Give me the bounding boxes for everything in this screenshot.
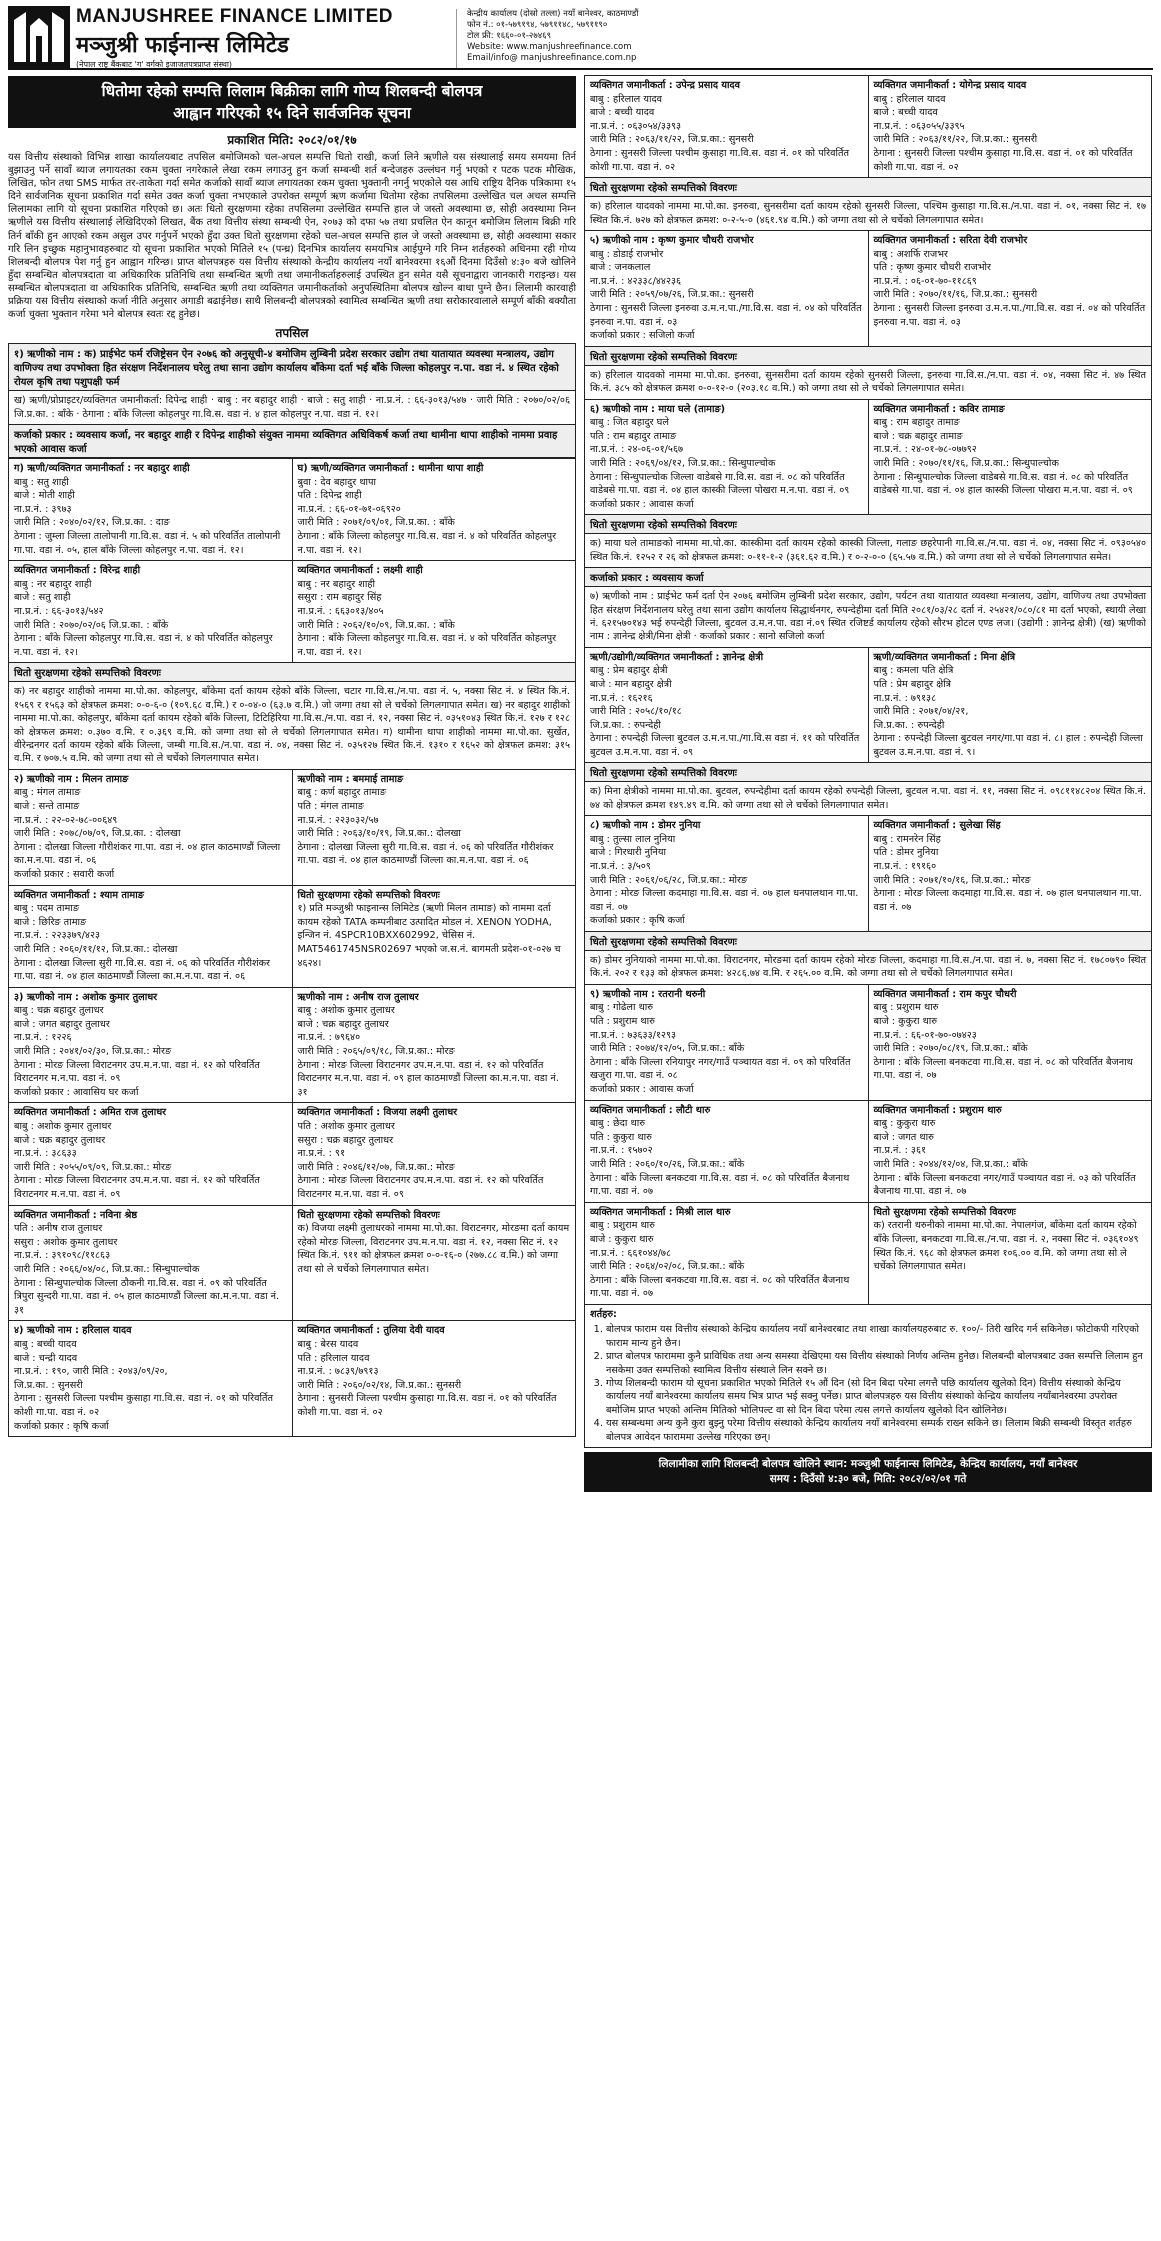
party-pair [8, 458, 576, 561]
party-detail: ससुरा : चक्र बहादुर तुलाधर [297, 1134, 394, 1146]
party-detail: जि.प्र.का. : सुनसरी [14, 1379, 83, 1391]
party-detail: बाबु : तुल्सा लाल नुनिया [590, 833, 676, 845]
party-detail: कर्जाको प्रकार : कृषि कर्जा [14, 1420, 109, 1432]
party-detail: जारी मिति : २०६१/०६/२८, जि.प्र.का.: मोरङ [590, 874, 748, 886]
party-title: २) ऋणीको नाम : मिलन तामाङ [14, 773, 129, 785]
party-detail: ठेगाना : दोलखा जिल्ला सुरी गा.वि.स. वडा नं. ०६ को परिवर्तित गौरीशंकर गा.पा. वडा नं. ०४ हाल काठमाण्डौं जिल्ला का.म.न.पा. वडा नं. ०६ [297, 841, 554, 867]
party-detail: पति : हरिलाल यादव [297, 1352, 370, 1364]
party-detail: बाजे : चक्र बहादुर तामाङ [873, 430, 963, 442]
party-title: व्यक्तिगत जमानीकर्ता : नविना श्रेष्ठ [14, 1209, 138, 1221]
party-detail: बाजे : बच्ची यादव [873, 107, 938, 119]
party-detail: जारी मिति : २०६०/०२/१४, जि.प्र.का.: सुनसरी [297, 1379, 462, 1391]
section-heading: धितो सुरक्षणमा रहेको सम्पत्तिको विवरणः [585, 763, 1151, 782]
party-detail: क) रतरानी थरुनीको नाममा मा.पो.का. नेपालगंज, बाँकेमा दर्ता कायम रहेको बाँके जिल्ला, बनकटवा गा.वि.स./न.पा. वडा नं. २, नक्सा सिट नं. ०३६१०४९ स्थित कि.नं. ९६८ को क्षेत्रफल क्रमश १०६.०० व.मि. को जग्गा तथा सो ले चर्चेको लिगलगापात समेत। [873, 1220, 1139, 1273]
party-detail: जारी मिति : २०६५/०९/१८, जि.प्र.का.: मोरङ [297, 1046, 455, 1058]
section-heading: १) ऋणीको नाम : क) प्राईभेट फर्म रजिष्ट्रेसन ऐन २०७६ को अनुसूची-४ बमोजिम लुम्बिनी प्रदेश सरकार उद्योग तथा यातायात व्यवस्था मन्त्रालय, उद्योग वाणिज्य तथा उपभोक्ता हित संरक्षण निर्देशनालय घरेलु तथा साना उद्योग कार्यालय बाँकेमा दर्ता भई बाँके जिल्ला कोहलपुर न.पा. वडा नं. ४ स्थित रहेको रोयल कृषि तथा पशुपक्षी फर्म [9, 344, 575, 391]
party-detail: जारी मिति : २०६३/१०/१९, जि.प्र.का.: दोलखा [297, 828, 461, 840]
party-detail: ठेगाना : सुनसरी जिल्ला पश्चीम कुसाहा गा.वि.स. वडा नं. ०१ को परिवर्तित कोशी गा.पा. वडा नं. ०२ [14, 1393, 274, 1418]
party-detail: ससुरा : राम बहादुर सिंह [297, 592, 382, 604]
party-detail: जारी मिति : २०५९/०७/२६, जि.प्र.का.: सुनसरी [590, 289, 754, 301]
section-body: क) हरिलाल यादवको नाममा मा.पो.का. इनरुवा, सुनसरीमा दर्ता कायम रहेको सुनसरी जिल्ला, पश्चिम कुसाहा गा.वि.स./न.पा. वडा नं. ०१, नक्सा सिट नं. १७ स्थित कि.नं. ७२७ को क्षेत्रफल क्रमश: ०-२-५-० (४६१.९४ व.मि.) को जग्गा तथा सो ले चर्चेको लिगलगापात समेत। [590, 201, 1146, 226]
party-title: ऋणीको नाम : बममाई तामाङ [297, 773, 404, 785]
party-detail: ठेगाना : दोलखा जिल्ला गौरीशंकर गा.पा. वडा नं. ०४ हाल काठमाण्डौं जिल्ला का.म.न.पा. वडा नं. ०६ [14, 841, 281, 867]
party-detail: कर्जाको प्रकार : कृषि कर्जा [590, 915, 685, 927]
party-title: घ) ऋणी/व्यक्तिगत जमानीकर्ता : थामीना थापा शाही [297, 463, 484, 475]
party-detail: ठेगाना : बाँके जिल्ला बनकटवा गा.वि.स. वडा नं. ०८ को परिवर्तित बैजनाथ गा.पा. वडा नं. ०७ [590, 1274, 850, 1300]
party-detail: कर्जाको प्रकार : आवास कर्जा [590, 498, 694, 510]
right-column [584, 76, 1152, 1492]
party-cell [9, 459, 292, 560]
party-detail: बाबु : नर बहादुर शाही [14, 578, 92, 590]
party-detail: ठेगाना : सिन्धुपाल्चोक जिल्ला वाडेबसे गा.वि.स. वडा नं. ०८ को परिवर्तित वाडेबसे गा.पा. वडा नं. ०४ हाल कास्की जिल्ला पोखरा म.न.पा. वडा नं. ०९ [873, 471, 1133, 497]
party-detail: बाबु : अशर्फि राजभर [873, 248, 948, 260]
party-title: ५) ऋणीको नाम : कृष्ण कुमार चौधरी राजभोर [590, 234, 754, 246]
party-detail: ना.प्र.नं. : ३/५०९ [590, 861, 651, 873]
party-detail: बाबु : गोढेला थारु [590, 1002, 654, 1014]
party-detail: जारी मिति : २०४४/१२/०४, जि.प्र.का.: बाँके [873, 1158, 1028, 1170]
party-detail: ठेगाना : मोरङ जिल्ला कदमाहा गा.वि.स. वडा नं. ०७ हाल धनपालथान गा.पा. वडा नं. ०७ [590, 888, 859, 913]
party-detail: ना.प्र.नं. : १९०, जारी मिति : २०४३/०९/२०, [14, 1366, 168, 1378]
party-detail: पति : प्रेम बहादुर क्षेत्रि [873, 678, 952, 690]
schedule-section [584, 514, 1152, 568]
party-detail: बाजे : बच्ची यादव [590, 107, 655, 119]
party-detail: ना.प्र.नं. : ३६१ [873, 1145, 927, 1157]
party-detail: पति : अनीष राज तुलाधर [14, 1223, 103, 1235]
party-detail: जि.प्र.का. : रुपन्देही [873, 719, 945, 731]
party-detail: ठेगाना : मोरङ जिल्ला विराटनगर उप.म.न.पा. वडा नं. १२ को परिवर्तित विराटनगर म.न.पा. वडा नं. ०९ हाल काठमाण्डौं जिल्ला का.म.न.पा. वडा नं. ३१ [297, 1059, 559, 1098]
party-pair [8, 885, 576, 988]
party-detail: बाबु : बेरस यादव [297, 1338, 359, 1350]
left-column [8, 76, 576, 1492]
party-pair [584, 75, 1152, 178]
party-cell [292, 1206, 576, 1321]
party-title: व्यक्तिगत जमानीकर्ता : श्याम तामाङ [14, 889, 144, 901]
party-cell [585, 76, 868, 177]
party-cell [868, 1203, 1152, 1304]
party-detail: ठेगाना : रुपन्देही जिल्ला बुटवल नगर/गा.पा वडा नं. ८। हाल : रुपन्देही जिल्ला बुटवल उ.म.न.पा. वडा नं. ९। [873, 733, 1143, 758]
party-detail: बाबु : छेदा थारु [590, 1118, 646, 1130]
party-detail: बाबु : रामनरेन सिंह [873, 833, 941, 845]
section-body: ख) ऋणी/प्रोप्राइटर/व्यक्तिगत जमानीकर्ता: दिपेन्द्र शाही · बाबु : नर बहादुर शाही · बाजे : सतु शाही · ना.प्र.नं. : ६६-३०१३/५४७ · जारी मिति : २०७०/०२/०६ जि.प्र.का. : बाँके · ठेगाना : बाँके जिल्ला कोहलपुर गा.वि.स. वडा नं. ४ हाल कोहलपुर न.पा. वडा नं. १२। [14, 395, 570, 420]
party-detail: कर्जाको प्रकार : सजिलो कर्जा [590, 330, 695, 342]
party-pair [8, 769, 576, 886]
party-detail: बाजे : चन्द्री यादव [14, 1352, 78, 1364]
party-detail: बाबु : प्रेम बहादुर क्षेत्री [590, 665, 668, 677]
party-detail: बाबु : हरिलाल यादव [590, 93, 662, 105]
party-detail: ना.प्र.नं. : ७९१३८ [873, 692, 937, 704]
party-cell [585, 231, 868, 346]
party-cell [292, 770, 576, 885]
section-heading: धितो सुरक्षणमा रहेको सम्पत्तिको विवरणः [585, 515, 1151, 534]
party-detail: बाजे : सन्ते तामाङ [14, 800, 80, 812]
party-detail: जारी मिति : २०७१/०९/०१, जि.प्र.का. : बाँके [297, 517, 455, 529]
section-body: क) माया घले तामाङको नाममा मा.पो.का. कास्कीमा दर्ता कायम रहेको कास्की जिल्ला, गलाङ छहरेपानी गा.वि.स./न.पा. वडा नं. ०४, नक्सा सिट नं. ०९३०५४० स्थित कि.नं. १२५२ र २६ को क्षेत्रफल क्रमश: ०-११-१-२ (३६१.६२ व.मि.) र ०-२-०-० (६५.५७ व.मि.) को जग्गा तथा सो ले चर्चेको लिगलगापात समेत। [590, 538, 1146, 563]
party-detail: जारी मिति : २०६९/०४/१२, जि.प्र.का.: सिन्धुपाल्चोक [590, 457, 776, 469]
party-detail: जारी मिति : २०७०/११/१६, जि.प्र.का.: सुनसरी [873, 289, 1038, 301]
party-detail: ना.प्र.नं. : २२-०२-७८-००६४९ [14, 814, 118, 826]
schedule-section [584, 177, 1152, 231]
party-detail: ठेगाना : बाँके जिल्ला बनकटवा नगर/गाउँ पञ्चायत वडा नं. ०३ को परिवर्तित बैजनाथ गा.पा. वडा नं. ०७ [873, 1172, 1136, 1198]
party-pair [8, 1320, 576, 1437]
party-detail: पति : अशोक कुमार तुलाधर [297, 1121, 395, 1133]
party-detail: ना.प्र.नं. : ६६१०४४/७८ [590, 1247, 671, 1259]
party-detail: जारी मिति : २०४०/०२/१२, जि.प्र.का. : दाङ [14, 517, 170, 529]
section-body: क) मिना क्षेत्रीको नाममा मा.पो.का. बुटवल, रुपन्देहीमा दर्ता कायम रहेको रुपन्देही जिल्ला, बुटवल न.पा. वडा नं. ११, नक्सा सिट नं. ०९८११४८२०४ स्थित कि.नं. ७४ को क्षेत्रफल क्रमश १४९.४९ व.मि. को जग्गा तथा सो ले चर्चेको लिगलगापात समेत। [590, 786, 1146, 811]
party-detail: ना.प्र.नं. : ३८६३३ [14, 1148, 77, 1160]
party-title: ऋणीको नाम : अनीष राज तुलाधर [297, 991, 419, 1003]
section-heading: धितो सुरक्षणमा रहेको सम्पत्तिको विवरणः [585, 178, 1151, 197]
party-cell [585, 400, 868, 515]
party-pair [8, 1205, 576, 1322]
party-title: व्यक्तिगत जमानीकर्ता : अमित राज तुलाधर [14, 1107, 167, 1119]
party-detail: ठेगाना : सुनसरी जिल्ला इनरुवा उ.म.न.पा./गा.वि.स. वडा नं. ०४ को परिवर्तित इनरुवा न.पा. वडा नं. ०३ [873, 302, 1146, 328]
party-detail: ठेगाना : मोरङ जिल्ला विराटनगर उप.म.न.पा. वडा नं. १२ को परिवर्तित विराटनगर म.न.पा. वडा नं. ०९ [297, 1175, 544, 1200]
party-detail: ना.प्र.नं. : ०६३०५५/३३९५ [873, 120, 965, 132]
term-item: 3. गोप्य शिलबन्दी फाराम यो सूचना प्रकाशित भएको मितिले १५ औं दिन (सो दिन बिदा परेमा लगत्तै पछि कार्यालय खुलेको दिन) वित्तीय संस्थाको केन्द्रिय कार्यालय नयाँ बानेश्वरमा कार्यालय समय भित्र प्राप्त भई सक्नु पर्नेछ। प्राप्त बोलपत्रहरु यस वित्तीय संस्थाको केन्द्रिय कार्यालय नयाँबानेश्वरमा उपरोक्त बमोजिम प्राप्त भएको अन्तिम मितिको भोलिपल्ट वा सो दिन बिदा परेमा त्यस लगत्ते कार्यालय खुलेको दिन खोलिनेछ। [606, 1377, 1146, 1417]
section-heading: कर्जाको प्रकार : व्यवसाय कर्जा [585, 568, 1151, 587]
party-detail: जारी मिति : २०६६/०४/०८, जि.प्र.का.: सिन्धुपाल्चोक [14, 1263, 200, 1275]
party-detail: बाबु : जित बहादुर घले [590, 417, 669, 429]
party-detail: ठेगाना : सुनसरी जिल्ला पश्चीम कुसाहा गा.वि.स. वडा नं. ०१ को परिवर्तित कोशी गा.पा. वडा नं. ०२ [297, 1393, 557, 1418]
party-pair [8, 1102, 576, 1205]
schedule-section [584, 567, 1152, 648]
party-detail: बाजे : मान बहादुर क्षेत्री [590, 678, 672, 690]
party-detail: बाबु : कमला पति क्षेत्रि [873, 665, 954, 677]
party-title: व्यक्तिगत जमानीकर्ता : उपेन्द्र प्रसाद यादव [590, 80, 741, 91]
party-cell [585, 1101, 868, 1202]
notice-title-line2: आह्वान गरिएको १५ दिने सार्वजनिक सूचना [173, 104, 411, 122]
company-name-np: मञ्जुश्री फाईनान्स लिमिटेड [76, 33, 289, 58]
party-detail: बाबु : नर बहादुर शाही [297, 578, 376, 590]
company-name-en: MANJUSHREE FINANCE LIMITED [76, 6, 394, 27]
section-heading: धितो सुरक्षणमा रहेको सम्पत्तिको विवरणः [9, 663, 575, 682]
party-pair [584, 984, 1152, 1101]
address-line: केन्द्रीय कार्यालय (दोस्रो तल्ला) नयाँ बानेश्वर, काठमाण्डौं [467, 9, 639, 19]
party-detail: जारी मिति : २०५८/१०/१८ [590, 706, 682, 718]
party-detail: ठेगाना : सुनसरी जिल्ला पश्चीम कुसाहा गा.वि.स. वडा नं. ०१ को परिवर्तित कोशी गा.पा. वडा नं. ०२ [873, 147, 1133, 173]
company-name-block [70, 6, 456, 68]
party-detail: ना.प्र.नं. : ६६-३०१३/५४२ [14, 605, 104, 617]
party-detail: कर्जाको प्रकार : सवारी कर्जा [14, 868, 115, 880]
party-detail: पति : डोमर नुनिया [873, 847, 939, 859]
party-title: धितो सुरक्षणमा रहेको सम्पत्तिको विवरणः [873, 1206, 1016, 1218]
party-detail: ना.प्र.नं. : २४-०६-०१/५६७ [590, 444, 684, 456]
party-detail: जारी मिति : २०६०/११/१२, जि.प्र.का.: दोलखा [14, 943, 178, 955]
party-title: व्यक्तिगत जमानीकर्ता : तुलिया देवी यादव [297, 1325, 445, 1337]
party-detail: ना.प्र.नं. : १९१६० [873, 861, 937, 873]
party-title: ४) ऋणीको नाम : हरिलाल यादव [14, 1325, 132, 1337]
section-body: ७) ऋणीको नाम : प्राईभेट फर्म दर्ता ऐन २०७६ बमोजिम लुम्बिनी प्रदेश सरकार, उद्योग, पर्यटन तथा यातायात व्यवस्था मन्त्रालय, उद्योग, वाणिज्य तथा उपभोक्ता हित संरक्षण निर्देशनालय घरेलु तथा साना उद्योग कार्यालय सिद्धार्थनगर, रुपन्देहीमा दर्ता मिति २०८१/०३/२८ दर्ता नं. २५४२१/०८०/८१ मा दर्ता भएको, स्थायी लेखा नं. ६२१५७०१४३ भई रुपन्देही जिल्ला, बुटवल उ.म.न.पा. वडा नं.०९ स्थित रजिष्टर्ड कार्यालय रहेको सौरभ होटल एण्ड लज। (उद्योगी : ज्ञानेन्द्र क्षेत्री) (ख) ऋणीको नाम : ज्ञानेन्द्र क्षेत्री/मिना क्षेत्री · कर्जाको प्रकार : सानो सजिलो कर्जा [590, 591, 1146, 643]
party-detail: १) प्रति मञ्जुश्री फाइनान्स लिमिटेड (ऋणी मिलन तामाङ) को नाममा दर्ता कायम रहेको TATA कम्पनीबाट उत्पादित मोडल नं. XENON YODHA, इन्जिन नं. 4SPCR10BXX602992, चेसिस नं. MAT5461745NSR02697 भएको ज.स.नं. बागमती प्रदेश-०१-०२७ च ४६२४। [297, 903, 561, 969]
party-detail: बुवा : देव बहादुर थापा [297, 476, 377, 488]
letterhead [8, 6, 1153, 70]
party-cell [868, 76, 1152, 177]
party-detail: बाजे : जगत थारु [873, 1131, 934, 1143]
party-detail: पति : प्रशुराम थारु [590, 1016, 655, 1028]
party-detail: ठेगाना : सिन्धुपाल्चोक जिल्ला वाडेबसे गा.वि.स. वडा नं. ०८ को परिवर्तित वाडेबसे गा.पा. वडा नं. ०४ हाल कास्की जिल्ला पोखरा म.न.पा. वडा नं. ०९ [590, 471, 850, 497]
party-detail: बाबु : अशोक कुमार तुलाधर [14, 1121, 112, 1133]
party-cell [9, 988, 292, 1103]
party-cell [292, 988, 576, 1103]
party-detail: जारी मिति : २०७४/१२/०५, जि.प्र.का.: बाँके [590, 1043, 745, 1055]
party-title: ६) ऋणीको नाम : माया घले (तामाङ) [590, 403, 726, 415]
party-cell [585, 985, 868, 1100]
party-detail: पति : कृष्ण कुमार चौधरी राजभोर [873, 262, 991, 274]
party-detail: ठेगाना : बाँके जिल्ला कोहलपुर गा.वि.स. वडा नं. ४ को परिवर्तित कोहलपुर न.पा. वडा नं. १२। [297, 531, 557, 556]
party-detail: ना.प्र.नं. : २२३३७९/४२३ [14, 930, 101, 942]
company-address-block [456, 9, 638, 68]
schedule-heading: तपसिल [275, 326, 309, 341]
party-detail: ना.प्र.नं. : ६६-०१-७१-०६९२० [297, 503, 401, 515]
party-cell [9, 770, 292, 885]
party-detail: बाजे : चक्र बहादुर तुलाधर [297, 1018, 389, 1030]
party-detail: ना.प्र.नं. : ०६-०१-७०-११८६९ [873, 275, 977, 287]
party-detail: क) विजया लक्ष्मी तुलाधरको नाममा मा.पो.का. विराटनगर, मोरङमा दर्ता कायम रहेको मोरङ जिल्ला, विराटनगर उप.म.न.पा. वडा नं. १२, नक्सा सिट नं. १२ स्थित कि.नं. ९११ को क्षेत्रफल क्रमश ०-०-१६-० (२७७.८८ व.मि.) को जग्गा तथा सो ले चर्चेको लिगलगापात समेत। [297, 1223, 570, 1275]
party-pair [584, 399, 1152, 516]
party-cell [292, 886, 576, 987]
party-detail: ना.प्र.नं. : ३९१०९८/११८६३ [14, 1250, 111, 1262]
party-title: ३) ऋणीको नाम : अशोक कुमार तुलाधर [14, 991, 158, 1003]
party-title: व्यक्तिगत जमानीकर्ता : विरेन्द्र शाही [14, 565, 141, 577]
party-detail: ना.प्र.नं. : ०६३०५४/३३९३ [590, 120, 682, 132]
party-title: व्यक्तिगत जमानीकर्ता : लौटी थारु [590, 1104, 711, 1116]
party-cell [9, 561, 292, 662]
party-cell [585, 816, 868, 931]
terms-list [590, 1323, 1146, 1444]
party-detail: पति : दिपेन्द्र शाही [297, 490, 362, 502]
party-cell [292, 1103, 576, 1204]
party-detail: कर्जाको प्रकार : आवासिय घर कर्जा [14, 1086, 139, 1098]
party-detail: बाबु : प्रशुराम थारु [873, 1002, 939, 1014]
schedule-section [8, 662, 576, 769]
schedule-section [584, 346, 1152, 400]
published-date: प्रकाशित मिति: २०८२/०१/१७ [227, 133, 357, 147]
party-title: धितो सुरक्षणमा रहेको सम्पत्तिको विवरणः [297, 889, 440, 901]
notice-title-line1: धितोमा रहेको सम्पत्ति लिलाम बिक्रीका लागि गोप्य शिलबन्दी बोलपत्र [101, 82, 483, 100]
party-title: व्यक्तिगत जमानीकर्ता : मिश्री लाल थारु [590, 1206, 731, 1218]
party-detail: कर्जाको प्रकार : आवास कर्जा [590, 1084, 694, 1095]
party-pair [584, 230, 1152, 347]
party-detail: जारी मिति : २०६०/१०/२६, जि.प्र.का.: बाँके [590, 1158, 745, 1170]
party-title: व्यक्तिगत जमानीकर्ता : विजया लक्ष्मी तुलाधर [297, 1107, 458, 1119]
party-detail: जारी मिति : २०६४/०२/०८, जि.प्र.का.: बाँके [590, 1261, 745, 1273]
party-title: व्यक्तिगत जमानीकर्ता : कविर तामाङ [873, 403, 1005, 415]
party-title: व्यक्तिगत जमानीकर्ता : लक्ष्मी शाही [297, 565, 423, 577]
notice-columns [8, 76, 1153, 1492]
party-detail: ठेगाना : बाँके जिल्ला कोहलपुर गा.वि.स. वडा नं. ४ को परिवर्तित कोहलपुर न.पा. वडा नं. १२। [14, 633, 273, 658]
party-detail: ना.प्र.नं. : ३९७३ [14, 503, 72, 515]
party-detail: जारी मिति : २०४१/०२/३०, जि.प्र.का.: मोरङ [14, 1046, 172, 1058]
tollfree-line: टोल फ्री: १६६०-०१-२७४६९ [467, 31, 552, 41]
party-title: ९) ऋणीको नाम : रतरानी थरुनी [590, 988, 706, 1000]
party-detail: ना.प्र.नं. : ७८३९/७९१३ [297, 1366, 379, 1378]
party-cell [292, 459, 576, 560]
party-detail: ना.प्र.नं. : १२२६ [14, 1032, 72, 1044]
section-body: क) नर बहादुर शाहीको नाममा मा.पो.का. कोहलपुर, बाँकेमा दर्ता कायम रहेको बाँके जिल्ला, चटार गा.वि.स./न.पा. वडा नं. ५, नक्सा सिट नं. ४ स्थित कि.नं. १५६९ र १५६३ को क्षेत्रफल क्रमश: ०-०-६-० (१०९.६८ व.मि.) र ०-०४-० (६३.७ व.मि.) जो जग्गा तथा सो ले चर्चेको लिगलगापात समेत। ख) नर बहादुर शाहीको नाममा मा.पो.का. कोहलपुर, बाँकेमा दर्ता कायम रहेको बाँके जिल्ला, टिटिहिरिया गा.वि.स./न.पा. वडा नं. १२, नक्सा सिट नं. ०३५१०४३ स्थित कि.नं. १२७ र १२८ को क्षेत्रफल क्रमश: ०.३७० व.मि. र ०.३६९ व.मि. को जग्गा तथा सो ले चर्चेको लिगलगापात समेत। ग) थामीना थापा शाहीको नाममा मा.पो.का. सुर्खेत, वीरेन्द्रनगर दर्ता कायम रहेको बाँके जिल्ला, जम्बी गा.वि.स./न.पा. वडा नं. ०४, नक्सा सिट नं. ०३५१२७ स्थित कि.नं. १३१० र १६५२ को क्षेत्रफल क्रमश: ३१५ व.मि. र ७०७.५ व.मि. को जग्गा तथा सो ले चर्चेको लिगलगापात समेत। [14, 686, 570, 765]
party-detail: बाजे : मोती शाही [14, 490, 75, 502]
opening-place: लिलामीका लागि शिलबन्दी बोलपत्र खोलिने स्थान: मञ्जुश्री फाईनान्स लिमिटेड, केन्द्रिय कार्यालय, नयाँ बानेश्वर [658, 1457, 1078, 1470]
party-detail: ठेगाना : मोरङ जिल्ला विराटनगर उप.म.न.पा. वडा नं. १२ को परिवर्तित विराटनगर म.न.पा. वडा नं. ०९ [14, 1059, 260, 1085]
party-detail: बाजे : छिरिङ तामाङ [14, 916, 87, 928]
party-detail: जारी मिति : २०५५/०९/०९, जि.प्र.का.: मोरङ [14, 1161, 172, 1173]
party-title: व्यक्तिगत जमानीकर्ता : योगेन्द्र प्रसाद यादव [873, 80, 1027, 91]
party-detail: जारी मिति : २०६३/११/२२, जि.प्र.का.: सुनसरी [590, 134, 754, 146]
schedule-section [8, 424, 576, 459]
party-detail: बाबु : मंगल तामाङ [14, 787, 81, 799]
schedule-section [584, 762, 1152, 816]
party-detail: ठेगाना : बाँके जिल्ला कोहलपुर गा.वि.स. वडा नं. ४ को परिवर्तित कोहलपुर न.पा. वडा नं. १२। [297, 633, 557, 658]
party-detail: बाजे : गिरधारी नुनिया [590, 847, 666, 859]
party-detail: ना.प्र.नं. : ७३६३३/१२९३ [590, 1029, 677, 1041]
email-link[interactable]: Email/info@ manjushreefinance.com.np [467, 53, 637, 63]
party-detail: पति : राम बहादुर तामाङ [590, 430, 677, 442]
party-title: व्यक्तिगत जमानीकर्ता : सुलेखा सिंह [873, 820, 1001, 832]
term-item: 4. यस सम्बन्धमा अन्य कुनै कुरा बुझ्नु परेमा वित्तीय संस्थाको केन्द्रिय कार्यालय नयाँ बानेश्वरमा सम्पर्क राख्न सकिने छ। लिलाम बिक्री सम्बन्धी विस्तृत शर्तहरु बोलपत्र आवेदन फाराममा उल्लेख गरिएका छन्। [606, 1417, 1146, 1444]
terms-box [584, 1304, 1152, 1448]
party-cell [868, 1101, 1152, 1202]
party-title: व्यक्तिगत जमानीकर्ता : राम कपुर चौधरी [873, 988, 1017, 1000]
schedule-section [8, 343, 576, 425]
website-link[interactable]: Website: www.manjushreefinance.com [467, 42, 632, 52]
party-title: ऋणी/व्यक्तिगत जमानीकर्ता : मिना क्षेत्रि [873, 651, 1016, 663]
party-title: ८) ऋणीको नाम : डोमर नुनिया [590, 820, 701, 832]
party-detail: बाजे : सतु शाही [14, 592, 71, 604]
terms-heading: शर्तहरु: [590, 1308, 617, 1320]
party-detail: ना.प्र.नं. : ४२३३८/४४२३६ [590, 275, 682, 287]
notice-body: यस वित्तीय संस्थाको विभिन्न शाखा कार्यालयबाट तपसिल बमोजिमको चल-अचल सम्पत्ति धितो राखी, कर्जा लिने ऋणीले यस संस्थालाई समय समयमा तिर्न बुझाउनु पर्ने सावाँ ब्याज लगायतका रकम चुक्ता नगरेकाले लेखा रकम लगाउनु हुन कर्जा सम्बन्धी शर्त बन्देजहरु उल्लंघन गर्नु भएको र पटक पटक मौखिक, लिखित, फोन तथा SMS मार्फत तर-ताकेता गर्दा समेत कर्जाको सावाँ ब्याज लगायतका रकम चुक्ता भुक्तानी नगर्नु भएकोले यस आधि राष्ट्रिय दैनिक पत्रिकामा १५ दिने सार्वजनिक सूचना प्रकाशित गर्दा समेत उक्त कर्जा चुक्ता नभएकाले उपरोक्त सम्पूर्ण ऋण कर्जामा धितोमा रहेका तपसिलमा उल्लेखित चल अचल सम्पत्ति लिलामका लागि यो सूचना प्रकाशित गरिएको छ। अतः धितो सुरक्षणमा रहेका तपसिलमा उल्लेखित सम्पत्ति हाल जे जस्तो अवस्थामा छ, सोही अवस्थामा निम्न ऋणीले यस वित्तीय संस्थालाई लेखिदिएको लिखत, बैंक तथा वित्तीय संस्था सम्बन्धी ऐन, २०७३ को दफा ५७ तथा प्रचलित ऐन कानून बमोजिम लिलाम बिक्री गरि तिर्न बाँकी हुन आएको रकम असुल उपर गर्नुपर्ने भएको हुँदा उक्त धितो सुरक्षणमा रहेको चल-अचल सम्पत्ति हाल जे जस्तो अवस्थामा छ, सोही अवस्थामा सकार गरि लिन इच्छुक महानुभावहरुबाट यो सूचना प्रकाशित भएको मितिले १५ (पन्ध्र) दिनभित्र कार्यालय समयभित्र आईपुग्ने गरि निम्न शर्तहरुको अधिनमा रही गोप्य शिलबन्दी बोलपत्र पेश गर्नु हुन आह्वान गरिन्छ। प्राप्त बोलपत्रहरु यस वित्तीय संस्थाको केन्द्रीय कार्यालय नयाँ बानेश्वरमा १६औं दिनमा दिउँसो ४:३० बजे खोलिने हुँदा सम्बन्धित बोलपत्रदाता वा अधिकारिक प्रतिनिधि तथा सम्बन्धित ऋणी तथा जमानीकर्ताहरुलाई उपस्थित हुन समेत यसै सूचनाद्वारा जानकारी गराइन्छ। यस सम्बन्धित बोलपत्रदाता वा अधिकारिक प्रतिनिधि, सम्बन्धित ऋणी तथा व्यक्तिगत जमानीकर्ताको अनुपस्थितिमा बोलपत्र खोल्न बाधा पुग्ने छैन। लिलामी कारवाही प्रक्रिया यस वित्तीय संस्थाको कर्जा नीति अनुसार अगाडी बढाईनेछ। साथै शिलबन्दी बोलपत्रको स्वामित्व सम्बन्धित ऋणी तथा सरोकारवालाले सम्पूर्ण बाँकी बक्यौता कर्जा चुक्ता भुक्तान गरेमा भने बोलपत्र स्वतः रद्द हुनेछ। [8, 152, 576, 321]
party-detail: जारी मिति : २०७०/०२/०६ जि.प्र.का. : बाँके [14, 619, 169, 631]
party-detail: ना.प्र.नं. : ९१ [297, 1148, 346, 1160]
notice-title [8, 76, 576, 128]
party-detail: बाजे : कुकुरा थारु [590, 1233, 654, 1245]
party-detail: ना.प्र.नं. : ७९६४० [297, 1032, 361, 1044]
section-heading: धितो सुरक्षणमा रहेको सम्पत्तिको विवरणः [585, 347, 1151, 366]
section-body: क) डोमर नुनियाको नाममा मा.पो.का. विराटनगर, मोरङमा दर्ता कायम रहेको मोरङ जिल्ला, कदमाहा गा.वि.स./न.पा. वडा नं. ७, नक्सा सिट नं. १७८०७९० स्थित कि.नं. २०२ र १३३ को क्षेत्रफल क्रमश: ४२८६.७४ व.मि. र २६५.०० व.मि. को जग्गा तथा सो ले चर्चेको लिगलगापात समेत। [590, 955, 1146, 980]
party-pair [8, 560, 576, 663]
party-detail: ठेगाना : बाँके जिल्ला बनकटवा गा.वि.स. वडा नं. ०८ को परिवर्तित बैजनाथ गा.पा. वडा नं. ०७ [590, 1172, 850, 1198]
party-title: ऋणी/उद्योगी/व्यक्तिगत जमानीकर्ता : ज्ञानेन्द्र क्षेत्री [590, 651, 764, 663]
party-detail: बाबु : डोडाई राजभोर [590, 248, 664, 260]
party-detail: बाबु : चक्र बहादुर तुलाधर [14, 1005, 104, 1017]
opening-time: समय : दिउँसो ४:३० बजे, मिति: २०८२/०२/०१ गते [769, 1472, 967, 1485]
party-cell [585, 648, 868, 763]
party-pair [584, 647, 1152, 764]
party-cell [292, 1321, 576, 1436]
party-detail: जारी मिति : २०७०/०८/१९, जि.प्र.का.: बाँके [873, 1043, 1028, 1055]
party-cell [585, 1203, 868, 1304]
party-detail: ससुरा : अशोक कुमार तुलाधर [14, 1236, 118, 1248]
party-detail: जारी मिति : २०६३/११/२२, जि.प्र.का.: सुनसरी [873, 134, 1038, 146]
party-detail: ठेगाना : जुम्ला जिल्ला तालोपानी गा.वि.स. वडा नं. ५ को परिवर्तित तालोपानी गा.पा. वडा नं. ०५, हाल बाँके जिल्ला कोहलपुर न.पा. वडा नं. १२। [14, 531, 281, 556]
party-detail: ठेगाना : मोरङ जिल्ला विराटनगर उप.म.न.पा. वडा नं. १२ को परिवर्तित विराटनगर म.न.पा. वडा नं. ०९ [14, 1175, 260, 1200]
schedule-section [584, 931, 1152, 985]
party-detail: बाजे : जनकलाल [590, 262, 651, 274]
party-cell [292, 561, 576, 662]
section-body: क) हरिलाल यादवको नाममा मा.पो.का. इनरुवा, सुनसरीमा दर्ता कायम रहेको सुनसरी जिल्ला, इनरुवा गा.वि.स./न.पा. वडा नं. ०४, नक्सा सिट नं. ४७ स्थित कि.नं. ३८५ को क्षेत्रफल क्रमश ०-०-१२-० (२०३.१८ व.मि.) को जग्गा तथा सो ले चर्चेको लिगलगापात समेत। [590, 369, 1146, 395]
party-detail: जारी मिति : २०७१/१०/१६, जि.प्र.का.: मोरङ [873, 874, 1031, 886]
party-pair [584, 1100, 1152, 1203]
party-detail: ठेगाना : सुनसरी जिल्ला इनरुवा उ.म.न.पा./गा.वि.स. वडा नं. ०४ को परिवर्तित इनरुवा न.पा. वडा नं. ०३ [590, 302, 862, 328]
party-detail: ठेगाना : सुनसरी जिल्ला पश्चीम कुसाहा गा.वि.स. वडा नं. ०१ को परिवर्तित कोशी गा.पा. वडा नं. ०२ [590, 147, 850, 173]
party-detail: जारी मिति : २०४६/१२/०७, जि.प्र.का.: मोरङ [297, 1161, 455, 1173]
party-detail: पति : कुकुरा थारु [590, 1131, 652, 1143]
party-detail: जि.प्र.का. : रुपन्देही [590, 719, 661, 731]
party-detail: ना.प्र.नं. : २४-०१-७८-०७७९२ [873, 444, 977, 456]
party-detail: बाजे : चक्र बहादुर तुलाधर [14, 1134, 106, 1146]
party-detail: ठेगाना : बाँके जिल्ला बनकटवा गा.वि.स. वडा नं. ०८ को परिवर्तित बैजनाथ गा.पा. वडा नं. ०७ [873, 1056, 1133, 1082]
opening-info-banner [584, 1452, 1152, 1492]
party-cell [9, 1103, 292, 1204]
party-cell [9, 1206, 292, 1321]
party-cell [9, 886, 292, 987]
party-detail: जारी मिति : २०७१/०४/२१, [873, 706, 969, 718]
party-detail: बाजे : कुकुरा थारु [873, 1016, 938, 1028]
party-pair [584, 1202, 1152, 1305]
party-detail: जारी मिति : २०७८/०७/०९, जि.प्र.का. : दोलखा [14, 828, 181, 840]
right-schedule [584, 75, 1152, 1305]
party-cell [868, 985, 1152, 1100]
party-detail: ठेगाना : रुपन्देही जिल्ला बुटवल उ.म.न.पा./गा.वि.स वडा नं. ११ को परिवर्तित बुटवल उ.म.न.पा. वडा नं. ०९ [590, 733, 860, 758]
party-cell [868, 816, 1152, 931]
term-item: 2. प्राप्त बोलपत्र फाराममा कुनै प्राविधिक तथा अन्य समस्या देखिएमा यस वित्तीय संस्थाको निर्णय अन्तिम हुनेछ। शिलबन्दी बोलपत्रबाट उक्त सम्पत्ति लिलाम हुन नसकेमा उक्त सम्पत्तिको स्वामित्व वित्तीय संस्थाले लिन सक्ने छ। [606, 1350, 1146, 1377]
party-title: धितो सुरक्षणमा रहेको सम्पत्तिको विवरणः [297, 1209, 440, 1221]
party-detail: ठेगाना : सिन्धुपाल्चोक जिल्ला ठौकनी गा.वि.स. वडा नं. ०९ को परिवर्तित त्रिपुरा सुन्दरी गा.पा. वडा नं. ०५ हाल काठमाण्डौं जिल्ला का.म.न.पा. वडा नं. ३१ [14, 1277, 280, 1316]
term-item: 1. बोलपत्र फाराम यस वित्तीय संस्थाको केन्द्रिय कार्यालय नयाँ बानेश्वरबाट तथा शाखा कार्यालयहरुबाट रु. १००/- तिरी खरिद गर्न सकिनेछ। फोटोकपी गरिएको फाराम मान्य हुने छैन। [606, 1323, 1146, 1350]
party-detail: ठेगाना : मोरङ जिल्ला कदमाहा गा.वि.स. वडा नं. ०७ हाल धनपालथान गा.पा. वडा नं. ०७ [873, 888, 1142, 913]
phone-line: फोन नं.: ०१-५७९१९४, ५७९११४८, ५७९११९० [467, 20, 608, 30]
party-detail: ना.प्र.नं. : १५७०२ [590, 1145, 653, 1157]
party-detail: बाबु : पदम तामाङ [14, 903, 80, 915]
party-detail: ना.प्र.नं. : १६२१६ [590, 692, 653, 704]
party-detail: बाबु : अशोक कुमार तुलाधर [297, 1005, 395, 1017]
party-detail: ठेगाना : दोलखा जिल्ला सुरी गा.वि.स. वडा नं. ०६ को परिवर्तित गौरीशंकर गा.पा. वडा नं. ०४ हाल काठमाण्डौं जिल्ला का.म.न.पा. वडा नं. ०६ [14, 957, 270, 983]
party-title: व्यक्तिगत जमानीकर्ता : सरिता देवी राजभोर [873, 234, 1028, 246]
party-detail: ना.प्र.नं. : ६६-०१-७०-०७४२३ [873, 1029, 977, 1041]
company-tagline: (नेपाल राष्ट्र बैंकबाट 'ग' वर्गको इजाजतपत्रप्राप्त संस्था) [76, 60, 233, 69]
section-heading: धितो सुरक्षणमा रहेको सम्पत्तिको विवरणः [585, 932, 1151, 951]
party-title: ग) ऋणी/व्यक्तिगत जमानीकर्ता : नर बहादुर शाही [14, 463, 190, 475]
party-detail: बाबु : सतु शाही [14, 476, 69, 488]
party-detail: जारी मिति : २०७०/११/१६, जि.प्र.का.: सिन्धुपाल्चोक [873, 457, 1059, 469]
party-detail: ठेगाना : बाँके जिल्ला रनियापुर नगर/गाउँ पञ्चायत वडा नं. ०९ को परिवर्तित खजुरा गा.पा. वडा नं. ०८ [590, 1056, 851, 1082]
company-logo-icon [8, 6, 70, 68]
party-detail: बाबु : प्रशुराम थारु [590, 1220, 655, 1232]
party-pair [584, 815, 1152, 932]
party-cell [868, 231, 1152, 346]
left-schedule [8, 343, 576, 1437]
party-detail: पति : मंगल तामाङ [297, 800, 364, 812]
party-pair [8, 987, 576, 1104]
party-detail: ना.प्र.नं. : २२३०३२/५७ [297, 814, 379, 826]
section-heading: कर्जाको प्रकार : व्यवसाय कर्जा, नर बहादुर शाही र दिपेन्द्र शाहीको संयुक्त नाममा व्यक्तिगत अधिविकर्ष कर्जा तथा थामीना थापा शाहीको नाममा प्रवाह भएको आवास कर्जा [9, 425, 575, 458]
party-detail: बाजे : जगत बहादुर तुलाधर [14, 1018, 110, 1030]
party-cell [9, 1321, 292, 1436]
party-title: व्यक्तिगत जमानीकर्ता : प्रशुराम थारु [873, 1104, 1002, 1116]
party-detail: बाबु : हरिलाल यादव [873, 93, 946, 105]
party-detail: बाबु : कुकुरा थारु [873, 1118, 936, 1130]
party-detail: बाबु : राम बहादुर तामाङ [873, 417, 960, 429]
party-detail: ना.प्र.नं. : ६६३०१३/४०५ [297, 605, 384, 617]
party-detail: जारी मिति : २०६२/१०/०९, जि.प्र.का. : बाँके [297, 619, 455, 631]
party-detail: बाबु : कर्ण बहादुर तामाङ [297, 787, 386, 799]
party-detail: बाबु : बच्ची यादव [14, 1338, 77, 1350]
party-cell [868, 400, 1152, 515]
party-cell [868, 648, 1152, 763]
